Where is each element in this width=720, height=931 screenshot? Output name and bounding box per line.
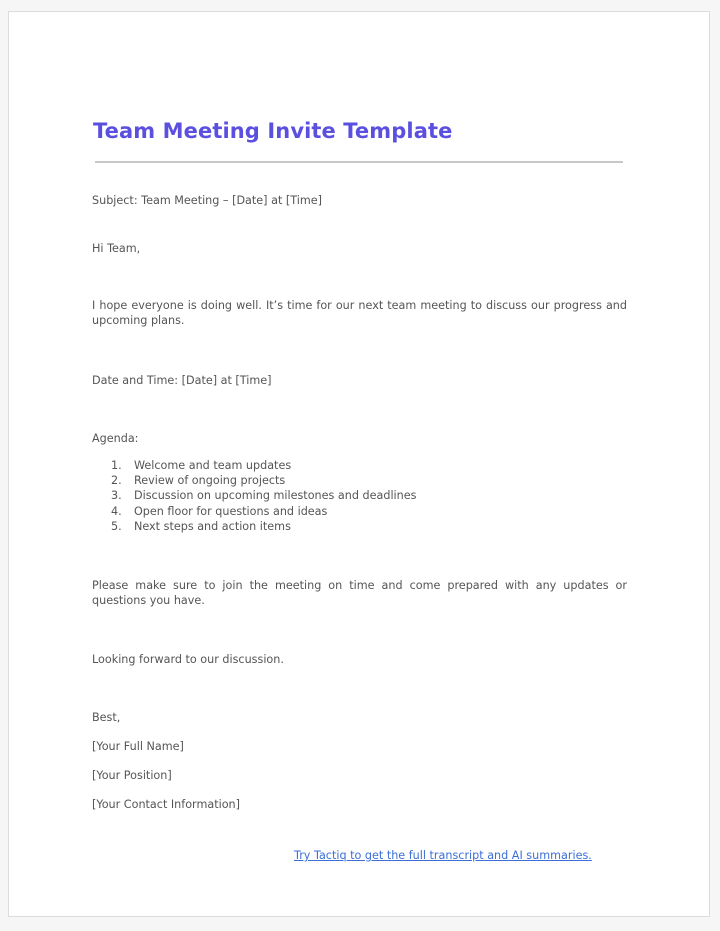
signoff: Best, [92,711,121,724]
agenda-item [111,473,416,488]
date-time-line: Date and Time: [Date] at [Time] [92,374,272,387]
document-title: Team Meeting Invite Template [93,119,453,143]
agenda-list [111,458,416,534]
agenda-item-text: Discussion on upcoming milestones and deadlines [134,489,417,503]
agenda-item-number: 4. [111,504,122,518]
agenda-item-number: 1. [111,459,122,472]
agenda-item [111,458,416,473]
agenda-item-text: Open floor for questions and ideas [134,504,328,518]
document-page [8,11,710,917]
agenda-item-text: Welcome and team updates [134,459,292,472]
reminder-paragraph: Please make sure to join the meeting on time and come prepared with any updates or questions you have. [92,579,627,607]
name-placeholder: [Your Full Name] [92,740,184,753]
closing-line: Looking forward to our discussion. [92,653,284,666]
agenda-item-text: Review of ongoing projects [134,474,286,488]
title-divider [95,161,623,163]
greeting: Hi Team, [92,242,141,255]
agenda-item [111,504,416,519]
agenda-item-text: Next steps and action items [134,519,291,533]
agenda-item [111,488,416,503]
tactiq-promo-link[interactable]: Try Tactiq to get the full transcript and AI summaries. [294,849,592,862]
agenda-item [111,519,416,534]
agenda-item-number: 2. [111,474,122,488]
agenda-label: Agenda: [92,432,139,445]
position-placeholder: [Your Position] [92,769,172,782]
subject-line: Subject: Team Meeting – [Date] at [Time] [92,194,323,207]
intro-paragraph: I hope everyone is doing well. It’s time for our next team meeting to discuss our progress and upcoming plans. [92,299,627,327]
contact-placeholder: [Your Contact Information] [92,798,241,811]
agenda-item-number: 3. [111,489,122,503]
agenda-item-number: 5. [111,519,122,533]
